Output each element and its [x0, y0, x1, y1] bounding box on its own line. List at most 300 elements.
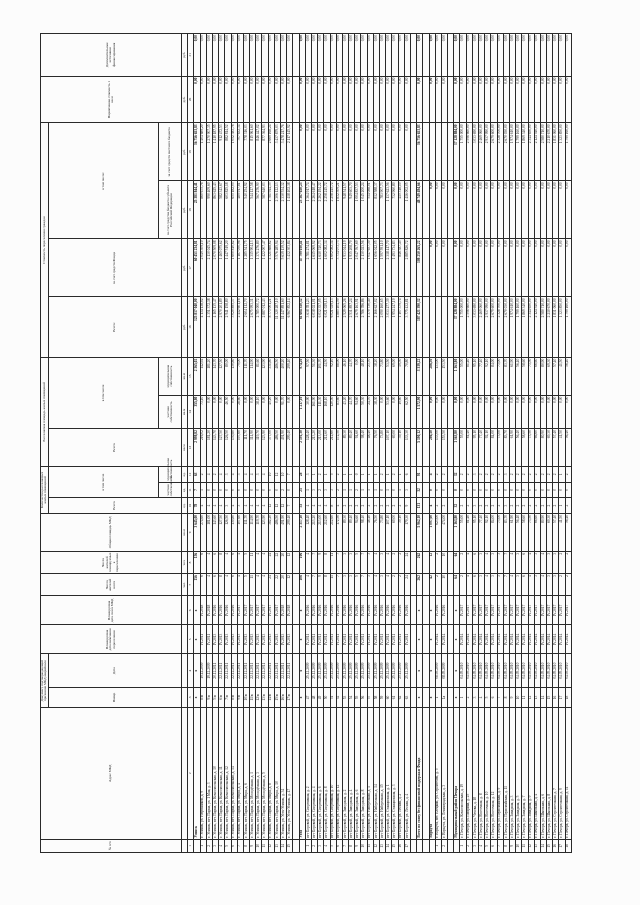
- table-cell: 0,00: [509, 181, 515, 239]
- table-cell: 213,20: [311, 513, 317, 551]
- table-cell: 0,00: [540, 34, 546, 77]
- table-cell: 2: [479, 467, 485, 483]
- table-cell: 623,00: [435, 513, 441, 551]
- table-cell: 179,30: [404, 513, 410, 551]
- table-cell: 73,50: [528, 357, 534, 395]
- table-cell: 04.05.2010: [466, 654, 472, 687]
- table-cell: 3: [491, 574, 497, 596]
- table-cell: 62,50: [404, 395, 410, 428]
- table-cell: 55,00: [460, 513, 466, 551]
- table-cell: IV.2017: [268, 596, 274, 625]
- table-cell: 2: [565, 467, 571, 483]
- table-cell: 80,90: [540, 357, 546, 395]
- table-cell: 5: [355, 551, 361, 573]
- table-cell: 0,00: [299, 76, 305, 123]
- table-cell: 69,30: [547, 357, 553, 395]
- table-cell: 4: [373, 574, 379, 596]
- table-cell: 12: [287, 574, 293, 596]
- table-cell: 106: [299, 551, 305, 573]
- table-cell: 69,30: [547, 429, 553, 467]
- table-cell: 04.05.2010: [497, 654, 503, 687]
- table-cell: 3 033 277,39: [386, 297, 392, 357]
- table-cell: 0,00: [460, 76, 466, 123]
- table-cell: 0,00: [472, 34, 478, 77]
- table-cell: 1 364 917,74: [305, 181, 311, 239]
- table-cell: 815 961,60: [250, 123, 256, 181]
- table-cell: IV.2013: [274, 625, 280, 654]
- table-cell: 4: [386, 574, 392, 596]
- table-cell: 22.12.2011: [250, 654, 256, 687]
- table-cell: 76,50: [373, 429, 379, 467]
- table-cell: 4: [318, 498, 324, 514]
- col-rooms-municipal: муниципальная собственность: [159, 467, 182, 483]
- table-cell: IV.2017: [237, 596, 243, 625]
- table-cell: 0,00: [305, 34, 311, 77]
- table-cell: IV.2011: [361, 625, 367, 654]
- table-cell: 80,90: [540, 513, 546, 551]
- table-cell: 0: [268, 482, 274, 498]
- table-cell: 2 166 627,02: [373, 297, 379, 357]
- table-cell: 3 432 303,84: [287, 239, 293, 297]
- table-cell: 2: [435, 467, 441, 483]
- col-rooms-in-that: в том числе: [48, 467, 158, 498]
- table-cell: 69,00: [392, 357, 398, 395]
- table-cell: IV.2017: [466, 596, 472, 625]
- table-cell: 2 344 650,00: [528, 123, 534, 181]
- table-cell: 0,00: [547, 76, 553, 123]
- table-cell: 7: [237, 839, 243, 852]
- table-cell: 0,00: [274, 395, 280, 428]
- table-cell: 1: [305, 482, 311, 498]
- table-cell: 0,00: [262, 395, 268, 428]
- table-cell: 2 786 786,86: [361, 297, 367, 357]
- table-cell: 15: [547, 839, 553, 852]
- table-cell: 12: [281, 498, 287, 514]
- table-cell: 3: [305, 467, 311, 483]
- table-cell: 0,00: [516, 395, 522, 428]
- table-cell: IV.2013: [219, 625, 225, 654]
- table-cell: x: [194, 687, 200, 707]
- table-cell: 32: [454, 498, 460, 514]
- table-cell: 13: [534, 839, 540, 852]
- table-cell: 0,00: [404, 76, 410, 123]
- table-cell: 94,60: [355, 513, 361, 551]
- table-cell: 2 669 168,24: [268, 123, 274, 181]
- table-cell: 4: [485, 551, 491, 573]
- unit-cell: руб.: [182, 297, 188, 357]
- table-cell: 0,00: [454, 239, 460, 297]
- table-cell: 6 032 357,05: [318, 297, 324, 357]
- table-cell: 1: [398, 482, 404, 498]
- table-cell: 3: [503, 498, 509, 514]
- table-cell: 0,00: [404, 34, 410, 77]
- table-cell: x: [454, 596, 460, 625]
- table-cell: 83,60: [336, 395, 342, 428]
- table-cell: 25.12.2009: [404, 654, 410, 687]
- table-cell: 491,90: [281, 513, 287, 551]
- table-cell: IV.2017: [547, 596, 553, 625]
- table-cell: 9: [509, 839, 515, 852]
- table-cell: 2: [281, 482, 287, 498]
- table-cell: 812 588,37: [373, 181, 379, 239]
- table-cell: 0,00: [361, 34, 367, 77]
- table-cell: 0,00: [553, 181, 559, 239]
- table-cell: IV.2014: [497, 625, 503, 654]
- table-cell: 491,90: [281, 429, 287, 467]
- table-cell: г. Печора, ул. Гагарина, д. 25: [466, 707, 472, 839]
- table-cell: г. Усинск, ул. Усть-Усинск, д. 34: [281, 707, 287, 839]
- table-cell: 111,70: [243, 513, 249, 551]
- table-cell: 23,70: [367, 357, 373, 395]
- table-cell: 2 124 540,00: [534, 123, 540, 181]
- table-cell: 44,50: [324, 357, 330, 395]
- table-cell: 212,60: [330, 429, 336, 467]
- table-cell: IV.2017: [256, 596, 262, 625]
- table-cell: 0,00: [380, 34, 386, 77]
- table-cell: пгт Боровой, ул. Спортивная, д. 12: [336, 707, 342, 839]
- table-cell: 0,00: [324, 123, 330, 181]
- table-cell: 912 472,53: [219, 123, 225, 181]
- table-cell: IV.2013: [268, 625, 274, 654]
- table-cell: 89,30: [342, 513, 348, 551]
- table-cell: 83,70: [503, 357, 509, 395]
- table-cell: 0,00: [565, 34, 571, 77]
- col-extra: Дополнительные источники финансирования: [41, 34, 182, 77]
- table-cell: 0,00: [547, 181, 553, 239]
- table-cell: 0,00: [219, 395, 225, 428]
- table-cell: 58: [373, 687, 379, 707]
- table-cell: 4: [219, 498, 225, 514]
- table-cell: 778 316,03: [243, 123, 249, 181]
- table-cell: 587 640,03: [262, 181, 268, 239]
- table-cell: 24: [404, 551, 410, 573]
- unit-cell: кв.м: [182, 395, 188, 428]
- table-cell: 107,60: [237, 513, 243, 551]
- table-cell: 7: [342, 839, 348, 852]
- table-cell: 22.12.2011: [274, 654, 280, 687]
- table-cell: 4: [262, 498, 268, 514]
- table-cell: 73,50: [528, 429, 534, 467]
- table-cell: пгт Боровой, ул. Заводская, д. 2: [342, 707, 348, 839]
- table-cell: 60 451 234,81: [194, 239, 200, 297]
- table-cell: 2: [466, 839, 472, 852]
- table-cell: 17/в: [287, 687, 293, 707]
- table-cell: 0,00: [386, 34, 392, 77]
- table-cell: 4: [429, 467, 435, 483]
- table-cell: 25.12.2009: [342, 654, 348, 687]
- table-cell: x: [299, 654, 305, 687]
- table-cell: 2 596 660,00: [466, 123, 472, 181]
- table-cell: 22.12.2011: [219, 654, 225, 687]
- table-cell: 57: [367, 687, 373, 707]
- table-cell: 0,00: [361, 76, 367, 123]
- table-cell: 79,00: [237, 357, 243, 395]
- table-cell: 0,00: [435, 34, 441, 77]
- colnum-cell: 17: [188, 239, 194, 297]
- table-cell: 0,00: [212, 395, 218, 428]
- table-cell: x: [454, 654, 460, 687]
- table-cell: 2: [206, 839, 212, 852]
- table-cell: 1 799 160,00: [565, 297, 571, 357]
- col-area-in-that: в том числе: [48, 357, 158, 428]
- table-cell: 1: [200, 482, 206, 498]
- table-cell: IV.2014: [472, 625, 478, 654]
- table-cell: 3 033 690,00: [472, 297, 478, 357]
- table-cell: 22.12.2011: [243, 654, 249, 687]
- table-cell: IV.2013: [256, 625, 262, 654]
- table-cell: 7: [497, 687, 503, 707]
- table-cell: 2: [559, 551, 565, 573]
- table-cell: пгт Боровой, ул. Спортивная, д. 2: [305, 707, 311, 839]
- table-cell: IV.2011: [305, 625, 311, 654]
- table-cell: 172,50: [336, 513, 342, 551]
- table-cell: 5: [330, 467, 336, 483]
- table-cell: 32: [417, 482, 423, 498]
- table-cell: 0,00: [559, 34, 565, 77]
- table-cell: 0,00: [392, 76, 398, 123]
- table-cell: 1 755 000,00: [460, 123, 466, 181]
- table-cell: г. Усинск, пгт. Парма, ул. Молодёжная, д. 5: [262, 707, 268, 839]
- table-cell: 2: [386, 498, 392, 514]
- table-cell: 2 117 145,92: [287, 123, 293, 181]
- table-cell: 0,00: [479, 34, 485, 77]
- table-cell: 3: [318, 839, 324, 852]
- table-cell: 2: [373, 498, 379, 514]
- table-cell: 83,70: [503, 429, 509, 467]
- table-cell: 08.05.2009: [441, 654, 447, 687]
- table-cell: 0,00: [553, 76, 559, 123]
- table-cell: 107,10: [386, 429, 392, 467]
- table-cell: 2: [491, 498, 497, 514]
- table-cell: 25.12.2009: [392, 654, 398, 687]
- table-cell: 55: [355, 687, 361, 707]
- table-cell: 66,60: [534, 357, 540, 395]
- table-cell: x: [429, 687, 435, 707]
- table-cell: IV.2017: [516, 596, 522, 625]
- table-cell: 19.12.2009: [200, 654, 206, 687]
- table-cell: 1 493 734,83: [392, 239, 398, 297]
- table-cell: IV.2011: [398, 625, 404, 654]
- table-cell: 12/в: [256, 687, 262, 707]
- table-cell: 0,00: [522, 181, 528, 239]
- table-cell: 0,00: [274, 76, 280, 123]
- table-cell: 3: [237, 467, 243, 483]
- table-cell: 0,00: [355, 357, 361, 395]
- table-cell: IV.2014: [547, 625, 553, 654]
- table-cell: 41,50: [559, 429, 565, 467]
- table-cell: 2: [565, 551, 571, 573]
- table-cell: 0,00: [212, 76, 218, 123]
- table-cell: 10: [256, 839, 262, 852]
- table-cell: 212,60: [324, 429, 330, 467]
- table-cell: 3: [472, 839, 478, 852]
- table-cell: 2: [200, 467, 206, 483]
- table-cell: 0: [460, 482, 466, 498]
- table-cell: 04.05.2010: [472, 654, 478, 687]
- table-cell: 1 217,10: [299, 395, 305, 428]
- table-cell: 91: [417, 467, 423, 483]
- table-cell: 0,00: [534, 181, 540, 239]
- table-cell: 0,00: [559, 395, 565, 428]
- table-cell: 0,00: [534, 76, 540, 123]
- table-cell: 0,00: [516, 34, 522, 77]
- table-cell: 7: [503, 574, 509, 596]
- table-cell: 2: [441, 839, 447, 852]
- table-cell: пгт Боровой, ул. Станционная, д. 1: [386, 707, 392, 839]
- table-cell: 2 887 012,43: [262, 297, 268, 357]
- table-cell: 0,00: [225, 76, 231, 123]
- table-cell: 4: [528, 551, 534, 573]
- table-cell: 58,60: [522, 357, 528, 395]
- table-cell: 2 941 158,80: [225, 297, 231, 357]
- table-cell: 4: [324, 839, 330, 852]
- table-cell: 6: [231, 574, 237, 596]
- table-cell: 0,00: [268, 76, 274, 123]
- table-cell: 2 130 045,74: [206, 239, 212, 297]
- table-cell: 0: [206, 482, 212, 498]
- table-cell: 14/в: [268, 687, 274, 707]
- table-cell: 2 047 767,69: [355, 239, 361, 297]
- table-cell: 1 600 810,62: [231, 239, 237, 297]
- table-cell: 3: [497, 574, 503, 596]
- table-cell: пгт Боровой, ул. Лесная, д. 4: [404, 707, 410, 839]
- table-cell: 0: [522, 482, 528, 498]
- table-cell: 4: [479, 687, 485, 707]
- table-cell: 6 021 029,13: [330, 297, 336, 357]
- table-cell: 299,40: [287, 513, 293, 551]
- table-cell: 7: [336, 574, 342, 596]
- unit-cell: руб.: [182, 181, 188, 239]
- table-cell: 0,00: [342, 34, 348, 77]
- table-cell: 2: [336, 482, 342, 498]
- table-cell: 1: [386, 467, 392, 483]
- table-cell: 6: [472, 574, 478, 596]
- table-cell: 0,00: [349, 123, 355, 181]
- table-cell: 1 831 060,00: [553, 123, 559, 181]
- table-cell: 0: [262, 482, 268, 498]
- table-cell: 1 163,80: [454, 513, 460, 551]
- table-cell: 2 675 993,31: [250, 297, 256, 357]
- table-cell: 0: [547, 482, 553, 498]
- table-cell: 2: [509, 467, 515, 483]
- table-cell: 0: [553, 482, 559, 498]
- table-cell: 0,00: [528, 76, 534, 123]
- table-cell: г. Печора, ул. Строительная, д. 9: [559, 707, 565, 839]
- table-cell: 2: [460, 467, 466, 483]
- table-cell: 3: [516, 551, 522, 573]
- table-cell: 1 974 610,00: [509, 297, 515, 357]
- table-cell: IV.2011: [324, 625, 330, 654]
- table-cell: 0,00: [491, 181, 497, 239]
- table-cell: 89,40: [349, 429, 355, 467]
- table-cell: 114,90: [250, 429, 256, 467]
- table-cell: 1 163,80: [454, 357, 460, 395]
- table-cell: 3: [553, 551, 559, 573]
- table-cell: 0: [243, 482, 249, 498]
- table-cell: IV.2016: [349, 596, 355, 625]
- unit-cell: руб.: [182, 123, 188, 181]
- table-cell: г. Печора, ул. Восточная, д. 12: [491, 707, 497, 839]
- table-cell: 1 323 850,00: [559, 123, 565, 181]
- col-area-total-rooms: Всего: [48, 429, 181, 467]
- table-cell: 81,40: [466, 357, 472, 395]
- table-cell: 2 679 600,00: [491, 123, 497, 181]
- table-cell: 84,00: [491, 429, 497, 467]
- table-cell: 0: [466, 482, 472, 498]
- table-cell: г. Печора, ул. Западная, д. 9: [528, 707, 534, 839]
- table-cell: 2: [435, 574, 441, 596]
- table-cell: 2: [392, 574, 398, 596]
- col-area-municipal: муниципальная собственность: [159, 357, 182, 395]
- table-cell: 1 270 907,35: [206, 123, 212, 181]
- table-cell: 0,00: [553, 395, 559, 428]
- table-cell: 274,60: [200, 513, 206, 551]
- table-cell: 3: [497, 551, 503, 573]
- table-cell: 1 410 187,95: [212, 123, 218, 181]
- table-cell: 4: [528, 574, 534, 596]
- table-cell: 7/в: [225, 687, 231, 707]
- table-cell: 0: [429, 482, 435, 498]
- table-cell: 94,60: [355, 395, 361, 428]
- table-cell: 88,90: [336, 357, 342, 395]
- table-cell: 0: [274, 482, 280, 498]
- table-cell: 3: [479, 551, 485, 573]
- table-cell: 2 070 509,08: [212, 239, 218, 297]
- table-cell: 42: [429, 574, 435, 596]
- table-cell: 0,00: [565, 181, 571, 239]
- table-cell: г. Печора, ул. Школьная, д. 8: [547, 707, 553, 839]
- table-cell: 0,00: [485, 76, 491, 123]
- table-cell: IV.2016: [367, 596, 373, 625]
- table-cell: 4: [540, 551, 546, 573]
- table-cell: 4: [429, 498, 435, 514]
- table-cell: IV.2018: [281, 596, 287, 625]
- table-cell: 128,40: [305, 429, 311, 467]
- table-cell: IV.2017: [274, 596, 280, 625]
- table-cell: 25.12.2009: [361, 654, 367, 687]
- table-cell: 50: [324, 687, 330, 707]
- table-cell: 0,00: [225, 34, 231, 77]
- table-cell: 92,10: [330, 357, 336, 395]
- table-cell: 5/в: [212, 687, 218, 707]
- table-cell: 48,10: [361, 357, 367, 395]
- table-cell: 111,70: [243, 357, 249, 395]
- table-cell: 1 416 002,05: [404, 181, 410, 239]
- table-cell: 4 321 888,62: [268, 239, 274, 297]
- table-cell: 4: [206, 467, 212, 483]
- table-cell: 0,00: [429, 34, 435, 77]
- col-residents: Число жителей всего: [41, 574, 182, 596]
- table-cell: x: [454, 687, 460, 707]
- table-cell: 04.05.2010: [534, 654, 540, 687]
- table-cell: 0,00: [485, 34, 491, 77]
- table-cell: 25 381 844,41: [194, 181, 200, 239]
- table-cell: 3: [472, 498, 478, 514]
- table-cell: IV.2011: [336, 625, 342, 654]
- table-cell: 106: [299, 574, 305, 596]
- table-cell: 143,60: [212, 513, 218, 551]
- table-cell: 10: [516, 687, 522, 707]
- col-extra-help: Нормативная стоимость 1 кв.м: [41, 76, 182, 123]
- table-cell: IV.2017: [553, 596, 559, 625]
- table-cell: 4: [262, 551, 268, 573]
- table-cell: 53,50: [386, 357, 392, 395]
- table-cell: 2 344 650,00: [528, 297, 534, 357]
- table-cell: 2: [528, 498, 534, 514]
- table-cell: 25.12.2009: [311, 654, 317, 687]
- table-cell: 10: [361, 839, 367, 852]
- table-cell: 1а: [441, 687, 447, 707]
